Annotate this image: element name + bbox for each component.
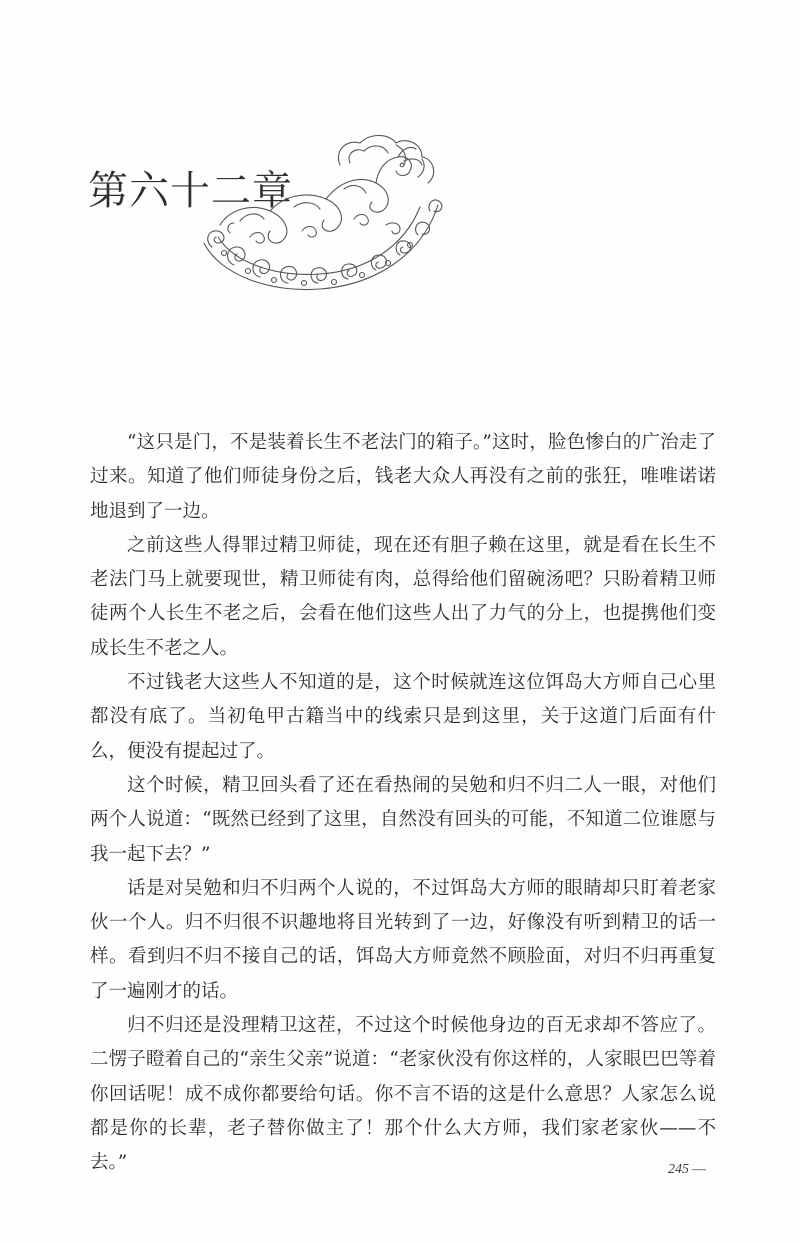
paragraph: 归不归还是没理精卫这茬，不过这个时候他身边的百无求却不答应了。二愣子瞪着自己的“亲生父亲”说道：“老家伙没有你这样的，人家眼巴巴等着你回话呢！成不成你都要给句话。你不言不语的这是什么意思？人家怎么说都是你的长辈，老子替你做主了！那个什么大方师，我们家老家伙——不去。” <box>90 1015 716 1174</box>
page-number-dash: — <box>692 1162 706 1177</box>
chapter-title: 第六十二章 <box>88 167 293 214</box>
paragraph: 不过钱老大这些人不知道的是，这个时候就连这位饵岛大方师自己心里都没有底了。当初龟甲古籍当中的线索只是到这里，关于这道门后面有什么，便没有提起过了。 <box>90 672 716 762</box>
cloud-dragon-ornament-icon <box>190 125 450 300</box>
page-number-value: 245 <box>668 1162 689 1177</box>
paragraph: 话是对吴勉和归不归两个人说的，不过饵岛大方师的眼睛却只盯着老家伙一个人。归不归很不识趣地将目光转到了一边，好像没有听到精卫的话一样。看到归不归不接自己的话，饵岛大方师竟然不顾脸面，对归不归再重复了一遍刚才的话。 <box>90 877 716 1002</box>
body-text <box>90 426 716 1181</box>
paragraph: 之前这些人得罪过精卫师徒，现在还有胆子赖在这里，就是看在长生不老法门马上就要现世，精卫师徒有肉，总得给他们留碗汤吧？只盼着精卫师徒两个人长生不老之后，会看在他们这些人出了力气的分上，也提携他们变成长生不老之人。 <box>90 534 716 659</box>
paragraph: “这只是门，不是装着长生不老法门的箱子。”这时，脸色惨白的广治走了过来。知道了他们师徒身份之后，钱老大众人再没有之前的张狂，唯唯诺诺地退到了一边。 <box>90 432 716 522</box>
page-number <box>668 1162 706 1178</box>
paragraph: 这个时候，精卫回头看了还在看热闹的吴勉和归不归二人一眼，对他们两个人说道：“既然已经到了这里，自然没有回头的可能，不知道二位谁愿与我一起下去？” <box>90 774 716 865</box>
